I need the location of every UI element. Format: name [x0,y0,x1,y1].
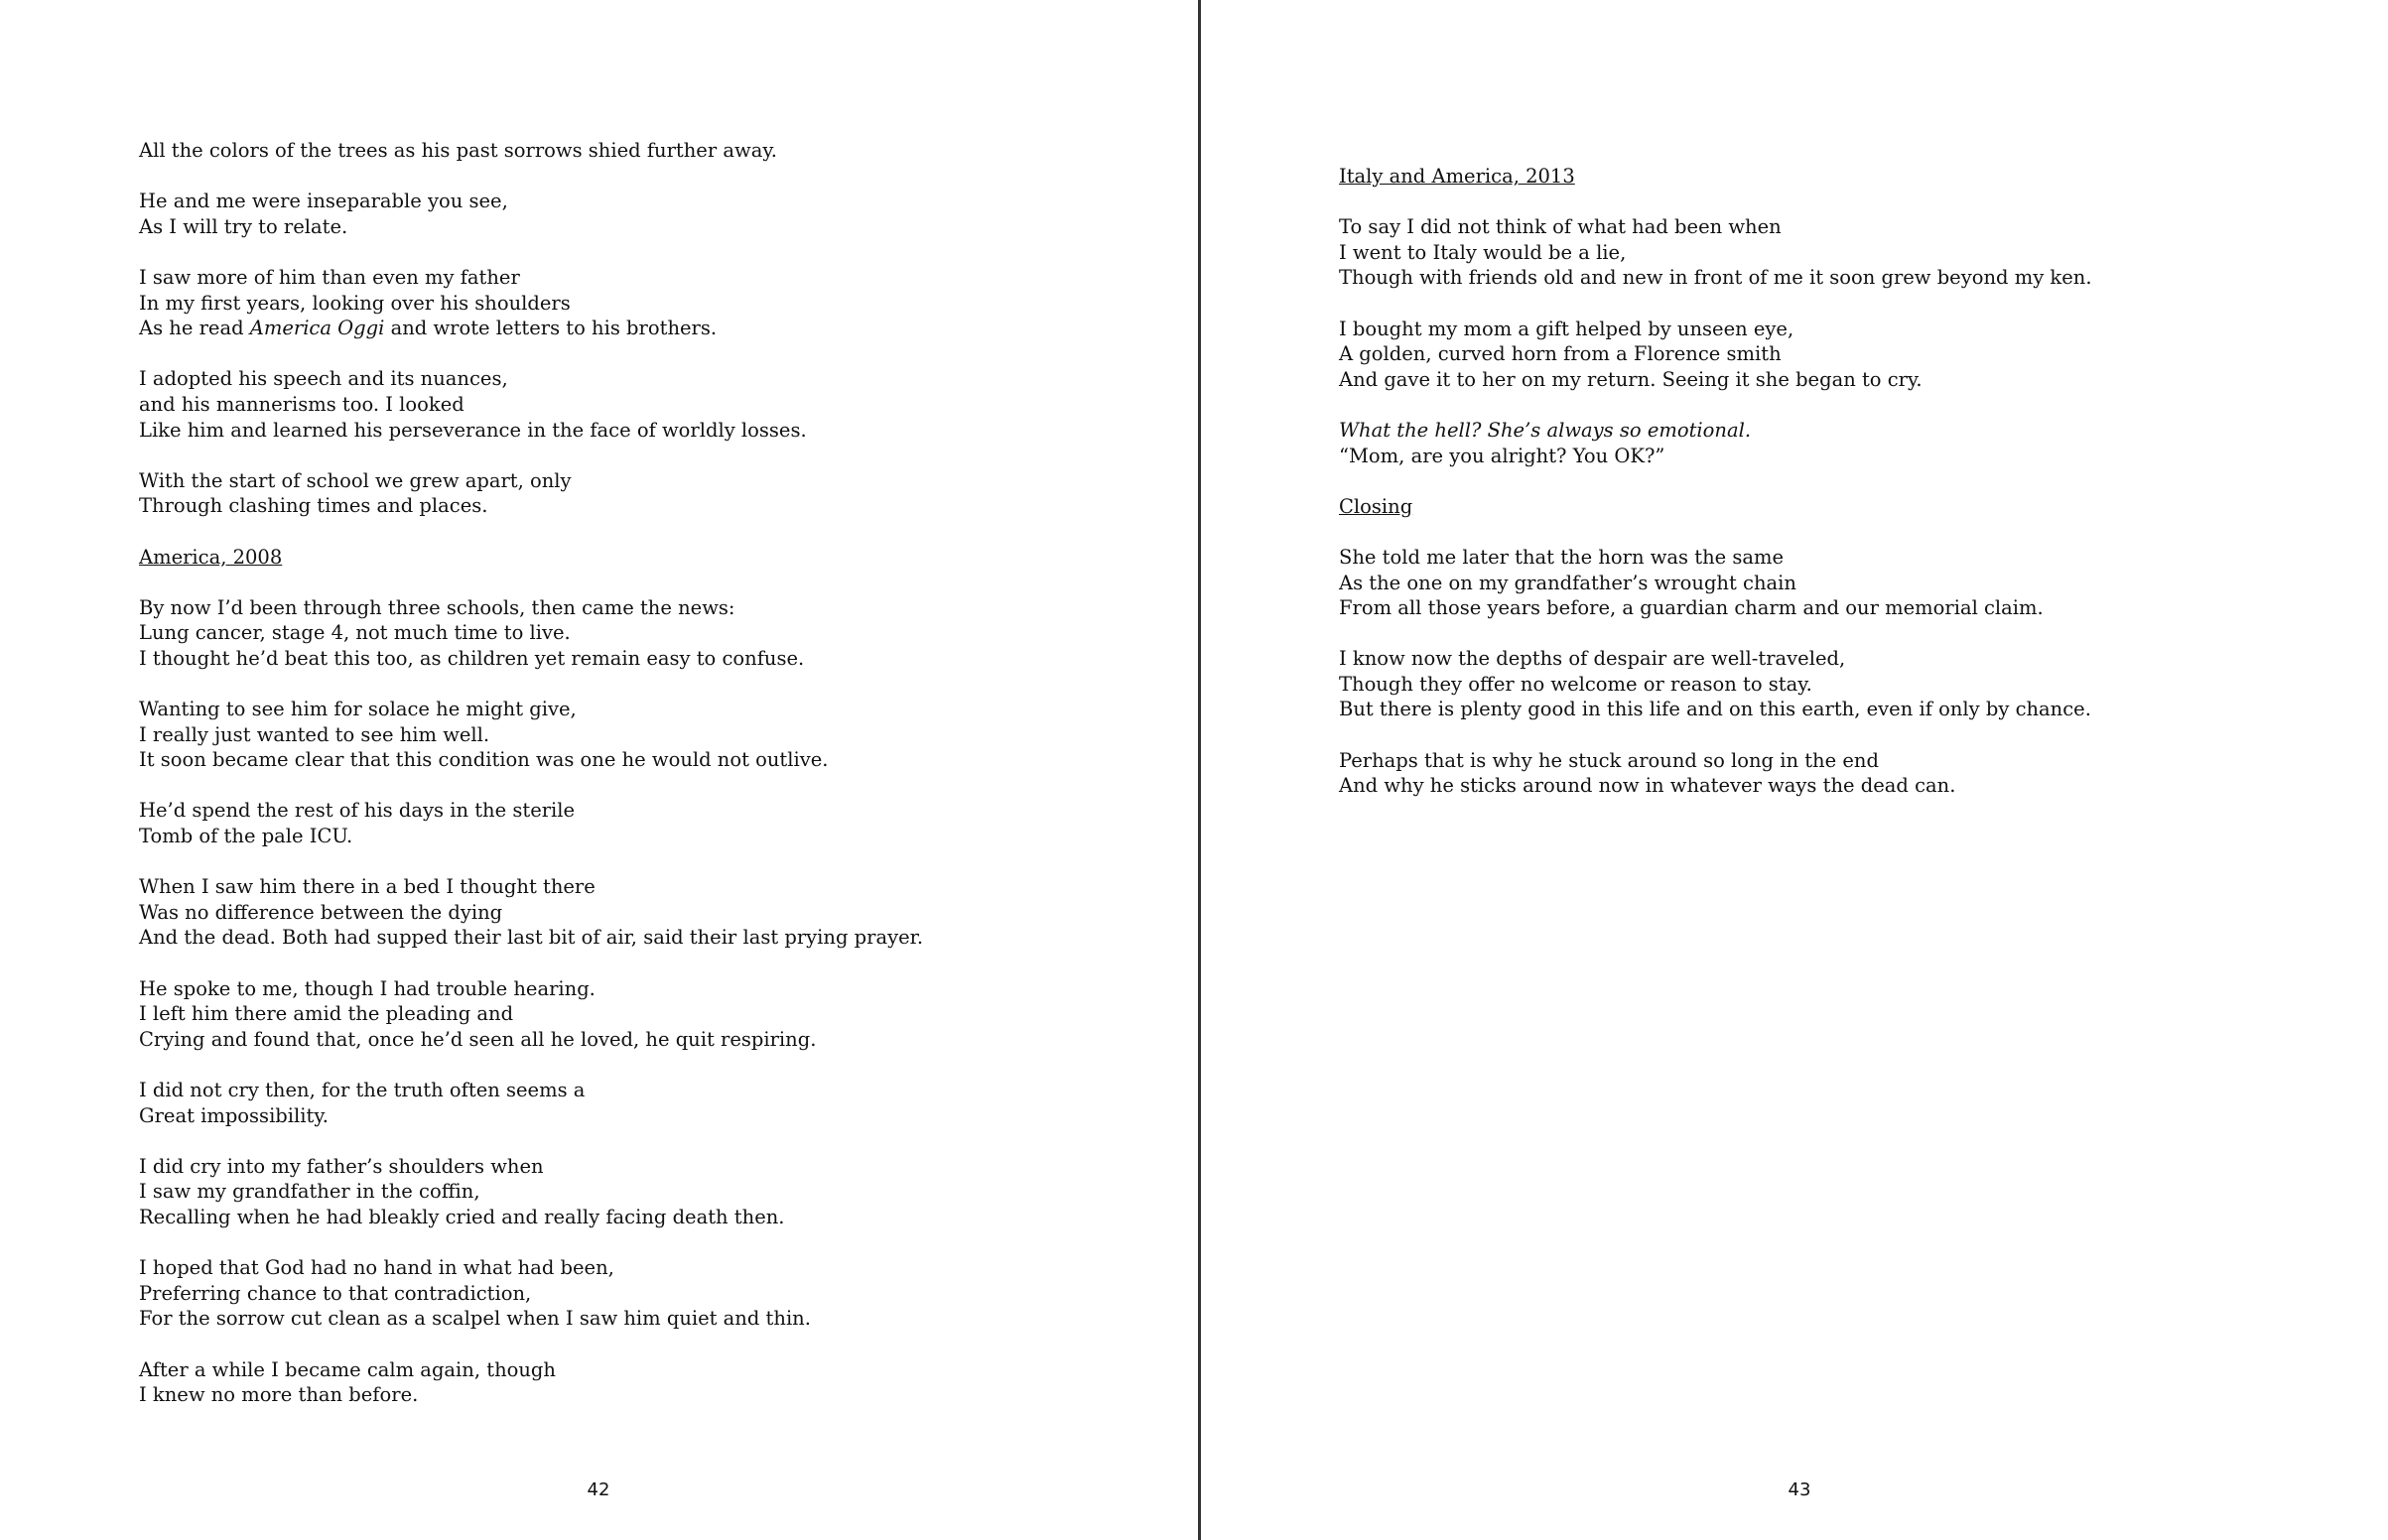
stanza [139,468,923,519]
stanza [1339,748,2092,799]
poem-line: I left him there amid the pleading and [139,1002,514,1026]
poem-line: When I saw him there in a bed I thought there [139,875,596,899]
poem-line: By now I’d been through three schools, then came the news: [139,595,735,619]
poem-line: I knew no more than before. [139,1383,419,1407]
poem-line: For the sorrow cut clean as a scalpel when I saw him quiet and thin. [139,1307,811,1331]
poem-line: Lung cancer, stage 4, not much time to live. [139,621,571,645]
stanza [139,189,923,239]
stanza [139,1154,923,1230]
poem-line: I really just wanted to see him well. [139,722,490,746]
italic-title: America Oggi [249,317,385,340]
poem-line-with-italic [139,316,923,341]
stanza [1339,214,2092,291]
poem-line: Though with friends old and new in front of me it soon grew beyond my ken. [1339,266,2092,290]
right-page [1201,0,2388,1540]
poem-line: From all those years before, a guardian charm and our memorial claim. [1339,596,2044,620]
poem-line: As the one on my grandfather’s wrought chain [1339,571,1796,594]
poem-line: I thought he’d beat this too, as children yet remain easy to confuse. [139,646,805,670]
poem-line: Like him and learned his perseverance in the face of worldly losses. [139,418,807,442]
stanza [139,697,923,773]
poem-line: She told me later that the horn was the same [1339,545,1785,569]
poem-line: I hoped that God had no hand in what had been, [139,1256,614,1280]
stanza [139,874,923,951]
poem-line: Recalling when he had bleakly cried and really facing death then. [139,1205,785,1228]
poem-line: I adopted his speech and its nuances, [139,367,508,391]
page-number: 43 [1788,1479,1811,1500]
poem-line: After a while I became calm again, though [139,1357,556,1381]
poem-line: Perhaps that is why he stuck around so long in the end [1339,748,1879,772]
poem-line: Was no difference between the dying [139,900,503,924]
stanza [139,138,923,164]
poem-line: I bought my mom a gift helped by unseen eye, [1339,317,1794,340]
poem-line: To say I did not think of what had been when [1339,215,1782,239]
stanza [139,265,923,341]
stanza [1339,317,2092,393]
line-text: and wrote letters to his brothers. [384,317,718,340]
poem-line: In my first years, looking over his shoulders [139,291,571,315]
poem-line: And the dead. Both had supped their last bit of air, said their last prying prayer. [139,926,924,950]
poem-line: A golden, curved horn from a Florence smith [1339,342,1782,366]
poem-line: And gave it to her on my return. Seeing it she began to cry. [1339,367,1923,391]
page-number: 42 [587,1479,610,1500]
poem-line: He spoke to me, though I had trouble hearing. [139,976,596,1000]
section-heading: America, 2008 [139,545,283,569]
section-heading: Closing [1339,494,1413,518]
stanza [139,1078,923,1128]
poem-line: All the colors of the trees as his past sorrows shied further away. [139,139,777,162]
poem-line: I did cry into my father’s shoulders when [139,1154,544,1178]
poem-line: Great impossibility. [139,1103,329,1127]
line-text: As he read [139,317,250,340]
poem-line: It soon became clear that this condition was one he would not outlive. [139,748,829,772]
poem-line: Though they offer no welcome or reason to stay. [1339,672,1812,696]
poem-line: Wanting to see him for solace he might give, [139,698,577,721]
poem-line: But there is plenty good in this life and on this earth, even if only by chance. [1339,698,2091,721]
poem-line: He and me were inseparable you see, [139,190,508,213]
stanza [1339,646,2092,722]
poem-line: Crying and found that, once he’d seen all he loved, he quit respiring. [139,1027,817,1051]
stanza [139,1255,923,1332]
poem-line: and his mannerisms too. I looked [139,392,464,416]
poem-line: He’d spend the rest of his days in the sterile [139,799,576,823]
poem-line: I saw more of him than even my father [139,265,520,289]
poem-line: As I will try to relate. [139,214,348,238]
stanza [1339,545,2092,621]
poem-line: I know now the depths of despair are well-traveled, [1339,647,1846,671]
poem-line: With the start of school we grew apart, only [139,468,572,492]
italic-thought-line: What the hell? She’s always so emotional. [1339,418,1752,442]
dialogue-line: “Mom, are you alright? You OK?” [1339,444,1665,467]
stanza [139,798,923,848]
poem-line: I saw my grandfather in the coffin, [139,1180,480,1204]
poem-line: Preferring chance to that contradiction, [139,1281,532,1305]
stanza [1339,418,2092,468]
stanza [139,595,923,672]
section-heading: Italy and America, 2013 [1339,165,1575,188]
poem-line: Through clashing times and places. [139,494,488,518]
stanza [139,1357,923,1408]
poem-line: I did not cry then, for the truth often seems a [139,1078,586,1101]
poem-line: And why he sticks around now in whatever ways the dead can. [1339,774,1956,798]
right-page-text [1339,164,2092,824]
poem-line: I went to Italy would be a lie, [1339,240,1627,264]
stanza [139,366,923,443]
poem-line: Tomb of the pale ICU. [139,825,353,848]
stanza [139,976,923,1053]
left-page-text [139,138,923,1433]
